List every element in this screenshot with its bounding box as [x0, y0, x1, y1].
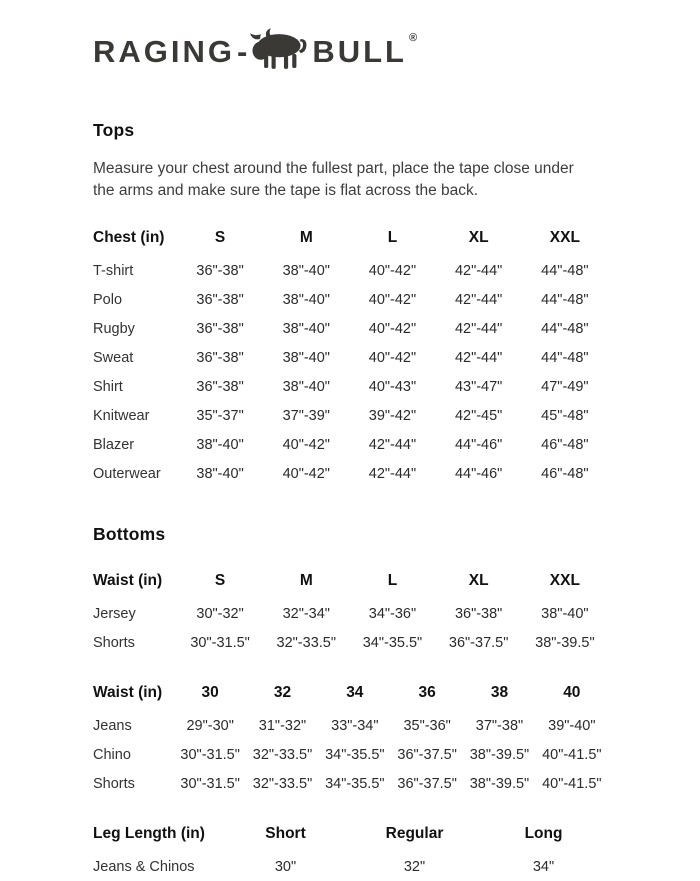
table-row [93, 852, 608, 881]
size-value-cell: 42"-44" [368, 465, 417, 482]
size-value-cell: 44"-48" [541, 320, 589, 337]
size-value-cell: 39"-42" [368, 407, 417, 424]
size-value-cell: 36"-38" [196, 378, 244, 395]
table-row [93, 256, 608, 285]
row-label-cell: Shorts [93, 775, 135, 792]
size-value-cell: 32"-33.5" [276, 634, 337, 651]
size-value-cell: 42"-44" [454, 262, 503, 279]
row-label-cell: T-shirt [93, 262, 134, 279]
row-label-cell: Jeans [93, 717, 132, 734]
size-value-cell: 44"-48" [541, 349, 589, 366]
row-label-cell: Outerwear [93, 465, 161, 482]
size-value-cell: 32"-34" [282, 605, 330, 622]
size-value-cell: 30"-31.5" [180, 775, 240, 792]
size-value-cell: 38"-39.5" [535, 634, 595, 651]
table-row [93, 285, 608, 314]
size-value-cell: 30"-31.5" [180, 746, 240, 763]
column-header-cell: S [214, 572, 226, 589]
size-value-cell: 38"-39.5" [469, 775, 530, 792]
column-header-cell: Regular [385, 825, 444, 842]
size-value-cell: 46"-48" [541, 436, 589, 453]
row-label-cell: Jersey [93, 605, 136, 622]
tops-measure-description: Measure your chest around the fullest part, place the tape close under the arms and make sure the tape is flat across the back. [93, 160, 574, 199]
size-value-cell: 38"-40" [541, 605, 589, 622]
size-value-cell: 40"-42" [368, 320, 417, 337]
bull-icon [250, 28, 308, 70]
column-header-cell: M [299, 572, 313, 589]
size-value-cell: 40"-43" [368, 378, 417, 395]
size-value-cell: 36"-38" [196, 349, 244, 366]
table-row [93, 599, 608, 628]
size-value-cell: 34"-36" [368, 605, 417, 622]
bottoms-heading: Bottoms [93, 524, 166, 544]
size-value-cell: 36"-37.5" [397, 775, 457, 792]
table-title-cell: Leg Length (in) [93, 825, 205, 842]
column-header-cell: 38 [490, 684, 509, 701]
column-header-cell: L [387, 229, 398, 246]
size-value-cell: 38"-40" [282, 262, 330, 279]
column-header-cell: XL [468, 572, 489, 589]
table-row [93, 343, 608, 372]
size-value-cell: 38"-39.5" [469, 746, 530, 763]
chest-size-table [93, 224, 608, 488]
size-value-cell: 39"-40" [548, 717, 596, 734]
size-value-cell: 42"-44" [368, 436, 417, 453]
size-value-cell: 34"-35.5" [362, 634, 423, 651]
size-value-cell: 47"-49" [541, 378, 589, 395]
column-header-cell: 36 [418, 684, 436, 701]
size-value-cell: 30" [274, 858, 297, 875]
column-header-cell: XXL [549, 229, 580, 246]
table-header-row [93, 567, 608, 599]
column-header-cell: M [299, 229, 313, 246]
size-value-cell: 43"-47" [454, 378, 503, 395]
size-value-cell: 36"-38" [196, 291, 244, 308]
waist-number-size-table [93, 679, 608, 798]
table-title-cell: Waist (in) [93, 572, 163, 589]
row-label-cell: Shirt [93, 378, 123, 395]
size-value-cell: 36"-38" [196, 320, 244, 337]
row-label-cell: Chino [93, 746, 131, 763]
size-value-cell: 42"-44" [454, 291, 503, 308]
table-row [93, 769, 608, 798]
column-header-cell: 30 [201, 684, 219, 701]
table-header-row [93, 224, 608, 256]
size-value-cell: 40"-41.5" [542, 746, 602, 763]
size-value-cell: 40"-42" [368, 291, 417, 308]
size-value-cell: 42"-45" [454, 407, 503, 424]
brand-logo [93, 26, 700, 76]
brand-name-left: RAGING [93, 33, 235, 69]
table-row [93, 711, 608, 740]
size-value-cell: 33"-34" [331, 717, 379, 734]
size-value-cell: 42"-44" [454, 349, 503, 366]
column-header-cell: L [387, 572, 398, 589]
registered-trademark: ® [408, 32, 418, 44]
size-value-cell: 32" [403, 858, 426, 875]
column-header-cell: 32 [273, 684, 292, 701]
size-value-cell: 37"-39" [282, 407, 330, 424]
leg-length-table [93, 820, 608, 881]
table-title-cell: Chest (in) [93, 229, 165, 246]
size-value-cell: 30"-32" [196, 605, 244, 622]
size-value-cell: 38"-40" [282, 291, 330, 308]
table-row [93, 628, 608, 657]
bottoms-section [93, 524, 700, 881]
row-label-cell: Knitwear [93, 407, 150, 424]
row-label-cell: Polo [93, 291, 123, 308]
tops-heading: Tops [93, 120, 135, 140]
column-header-cell: 40 [563, 684, 581, 701]
table-row [93, 740, 608, 769]
table-row [93, 372, 608, 401]
size-value-cell: 31"-32" [258, 717, 307, 734]
size-value-cell: 38"-40" [282, 320, 330, 337]
size-value-cell: 32"-33.5" [252, 746, 313, 763]
size-value-cell: 44"-48" [541, 262, 589, 279]
column-header-cell: 34 [346, 684, 364, 701]
size-value-cell: 38"-40" [282, 378, 330, 395]
row-label-cell: Blazer [93, 436, 135, 453]
size-value-cell: 30"-31.5" [190, 634, 250, 651]
size-value-cell: 44"-46" [454, 465, 503, 482]
column-header-cell: Long [524, 825, 563, 842]
size-value-cell: 45"-48" [541, 407, 589, 424]
size-value-cell: 36"-37.5" [397, 746, 457, 763]
table-row [93, 459, 608, 488]
size-value-cell: 37"-38" [475, 717, 524, 734]
size-value-cell: 40"-41.5" [542, 775, 602, 792]
column-header-cell: S [214, 229, 226, 246]
column-header-cell: XL [468, 229, 489, 246]
size-value-cell: 44"-46" [454, 436, 503, 453]
size-value-cell: 34"-35.5" [325, 775, 385, 792]
table-header-row [93, 679, 608, 711]
size-value-cell: 34"-35.5" [325, 746, 385, 763]
size-value-cell: 46"-48" [541, 465, 589, 482]
size-value-cell: 34" [532, 858, 555, 875]
column-header-cell: XXL [549, 572, 580, 589]
logo-hyphen: - [237, 33, 248, 69]
tops-section [93, 120, 700, 488]
size-value-cell: 29"-30" [186, 717, 234, 734]
row-label-cell: Sweat [93, 349, 134, 366]
size-value-cell: 36"-37.5" [448, 634, 509, 651]
size-value-cell: 40"-42" [368, 262, 417, 279]
size-value-cell: 38"-40" [196, 465, 244, 482]
table-row [93, 314, 608, 343]
row-label-cell: Rugby [93, 320, 135, 337]
waist-letter-size-table [93, 567, 608, 657]
size-value-cell: 40"-42" [368, 349, 417, 366]
table-header-row [93, 820, 608, 852]
brand-name-right: BULL [312, 33, 407, 69]
row-label-cell: Jeans & Chinos [93, 858, 195, 875]
size-value-cell: 40"-42" [282, 465, 330, 482]
size-value-cell: 38"-40" [196, 436, 244, 453]
table-title-cell: Waist (in) [93, 684, 163, 701]
size-value-cell: 40"-42" [282, 436, 330, 453]
size-value-cell: 32"-33.5" [252, 775, 313, 792]
size-value-cell: 35"-36" [403, 717, 451, 734]
size-value-cell: 36"-38" [196, 262, 244, 279]
size-value-cell: 42"-44" [454, 320, 503, 337]
table-row [93, 401, 608, 430]
size-value-cell: 35"-37" [196, 407, 244, 424]
column-header-cell: Short [265, 825, 306, 842]
size-value-cell: 36"-38" [454, 605, 503, 622]
table-row [93, 430, 608, 459]
size-value-cell: 38"-40" [282, 349, 330, 366]
size-value-cell: 44"-48" [541, 291, 589, 308]
row-label-cell: Shorts [93, 634, 135, 651]
